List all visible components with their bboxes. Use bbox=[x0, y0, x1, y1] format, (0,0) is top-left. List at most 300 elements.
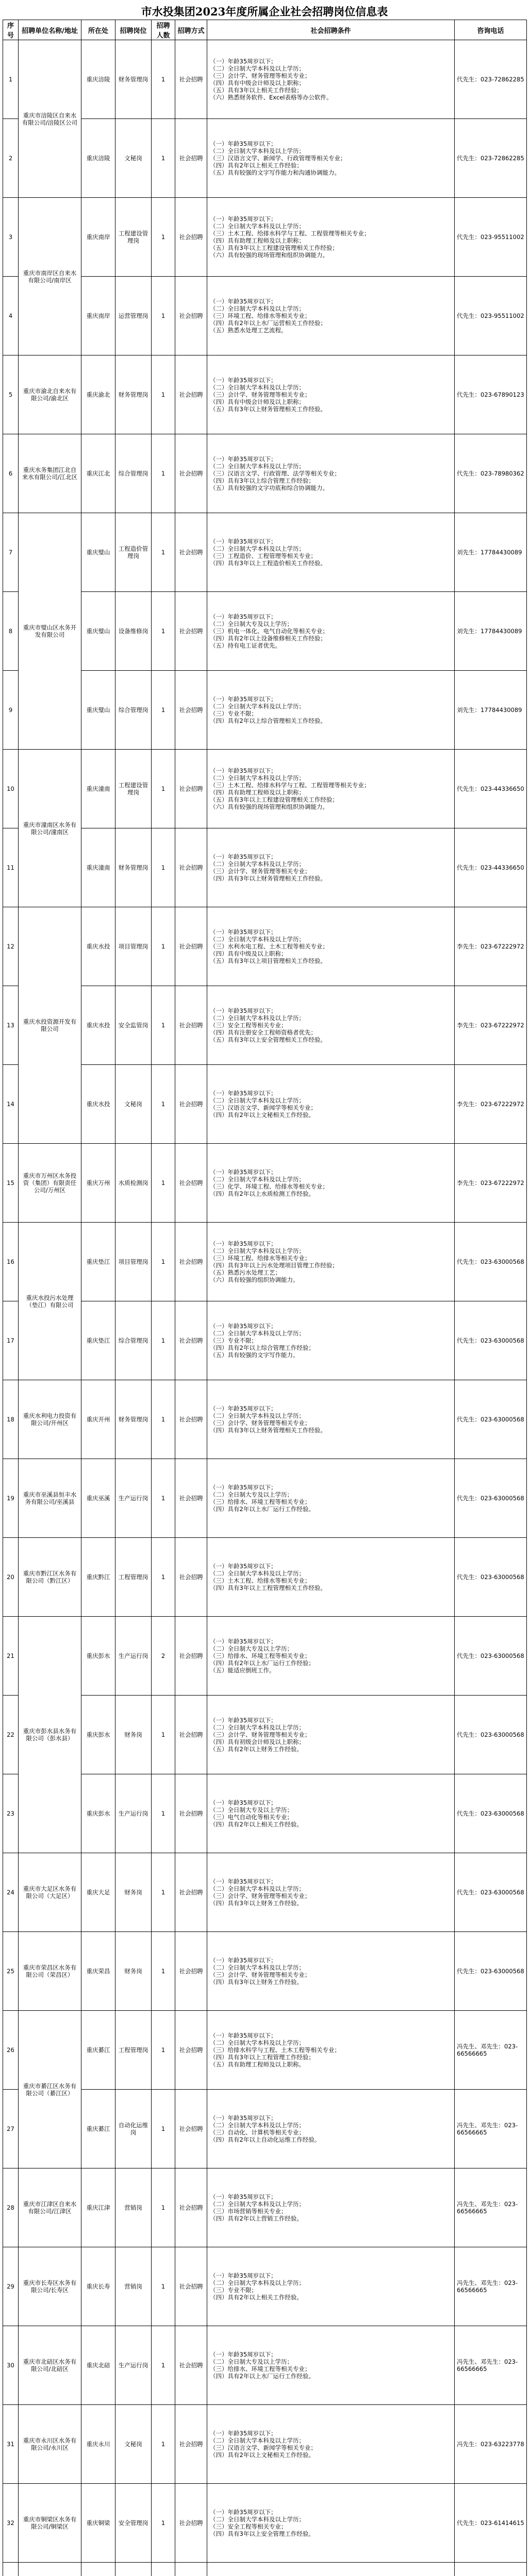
header-method: 招聘方式 bbox=[175, 20, 207, 40]
requirement-line: （一）年龄35周岁以下； bbox=[210, 140, 277, 147]
requirement-line: （一）年龄35周岁以下； bbox=[210, 1957, 277, 1964]
requirement-line: （三）自动化、计算机等相关专业； bbox=[210, 2129, 305, 2136]
method-cell: 社会招聘 bbox=[175, 1538, 207, 1617]
method-cell: 社会招聘 bbox=[175, 1065, 207, 1144]
contact-phone: 代先生：023-63000568 bbox=[455, 1853, 527, 1932]
position-cell: 工程建设管理岗 bbox=[115, 750, 152, 828]
requirement-line: （三）环境工程、给排水等相关专业； bbox=[210, 312, 311, 319]
headcount-cell: 1 bbox=[152, 1223, 175, 1301]
position-cell: 工程管理岗 bbox=[115, 1538, 152, 1617]
table-row bbox=[3, 513, 527, 592]
department-cell: 重庆水投 bbox=[81, 1065, 115, 1144]
requirements-cell bbox=[207, 2405, 455, 2484]
headcount-cell: 1 bbox=[152, 1696, 175, 1774]
position-cell: 运营管理岗 bbox=[115, 277, 152, 355]
requirement-line: （二）全日制大学本科及以上学历； bbox=[210, 2437, 305, 2444]
requirements-cell bbox=[207, 750, 455, 828]
table-row bbox=[3, 119, 527, 198]
department-cell: 重庆铜梁 bbox=[81, 2484, 115, 2563]
requirement-line: （一）年龄35周岁以下； bbox=[210, 1007, 277, 1014]
contact-phone: 李先生：023-67222972 bbox=[455, 907, 527, 986]
header-contact: 咨询电话 bbox=[455, 20, 527, 40]
table-row bbox=[3, 2326, 527, 2405]
recruitment-table bbox=[3, 20, 527, 2576]
requirement-line: （五）具有3年以上财务管理相关工作经验。 bbox=[210, 405, 326, 413]
department-cell: 重庆江北 bbox=[81, 434, 115, 513]
method-cell: 社会招聘 bbox=[175, 2011, 207, 2090]
contact-phone: 冯先生、邓先生：023-66566665 bbox=[455, 2168, 527, 2247]
requirement-line: （四）具有2年以上水质检测工作经验。 bbox=[210, 1190, 314, 1197]
table-row bbox=[3, 907, 527, 986]
requirement-line: （四）具有3年以上工程管理相关工作经验。 bbox=[210, 1584, 326, 1591]
requirement-line: （一）年龄35周岁以下； bbox=[210, 1563, 277, 1570]
department-cell: 重庆长寿 bbox=[81, 2247, 115, 2326]
table-row bbox=[3, 2090, 527, 2168]
table-row bbox=[3, 1538, 527, 1617]
contact-phone: 李先生：023-67222972 bbox=[455, 986, 527, 1065]
requirements-cell bbox=[207, 2326, 455, 2405]
requirement-line: （二）全日制大学本科及以上学历； bbox=[210, 1014, 305, 1022]
table-row bbox=[3, 1932, 527, 2011]
requirement-line: （四）具有3年以上财务工作经验。 bbox=[210, 1900, 303, 1907]
position-cell: 财务管理岗 bbox=[115, 40, 152, 119]
department-cell: 重庆垫江 bbox=[81, 1301, 115, 1380]
department-cell: 重庆彭水 bbox=[81, 1617, 115, 1696]
requirement-line: （二）全日制大学本科及以上学历； bbox=[210, 545, 305, 552]
requirement-line: （五）具有较强的文字写作能力和沟通协调能力。 bbox=[210, 169, 340, 176]
requirement-line: （一）年龄35周岁以下； bbox=[210, 2351, 277, 2358]
headcount-cell: 1 bbox=[152, 907, 175, 986]
method-cell: 社会招聘 bbox=[175, 1380, 207, 1459]
requirement-line: （三）汉语言文学、行政管理、法学等相关专业； bbox=[210, 470, 340, 477]
requirement-line: （一）年龄35周岁以下； bbox=[210, 1090, 277, 1097]
requirements-cell bbox=[207, 277, 455, 355]
requirement-line: （二）全日制大学本科及以上学历； bbox=[210, 147, 305, 155]
requirement-line: （五）具有3年以上工程建设管理相关工作经验； bbox=[210, 796, 338, 803]
requirement-line: （一）年龄35周岁以下； bbox=[210, 1405, 277, 1412]
requirement-line: （四）具有注册安全工程师资格者优先； bbox=[210, 1029, 317, 1036]
table-row bbox=[3, 277, 527, 355]
method-cell: 社会招聘 bbox=[175, 986, 207, 1065]
requirements-cell bbox=[207, 1774, 455, 1853]
row-number: 29 bbox=[3, 2247, 19, 2326]
method-cell: 社会招聘 bbox=[175, 1459, 207, 1538]
headcount-cell: 1 bbox=[152, 1065, 175, 1144]
requirements-cell bbox=[207, 1223, 455, 1301]
table-row bbox=[3, 434, 527, 513]
requirement-line: （二）全日制大学本科及以上学历； bbox=[210, 305, 305, 312]
headcount-cell: 1 bbox=[152, 1144, 175, 1223]
row-number: 11 bbox=[3, 828, 19, 907]
method-cell: 社会招聘 bbox=[175, 1301, 207, 1380]
requirement-line: （二）全日制大学本科及以上学历； bbox=[210, 1724, 305, 1731]
requirement-line: （二）全日制大学本科及以上学历； bbox=[210, 1412, 305, 1419]
requirements-cell bbox=[207, 1538, 455, 1617]
position-cell: 文秘岗 bbox=[115, 1065, 152, 1144]
requirement-line: （一）年龄35周岁以下； bbox=[210, 2430, 277, 2437]
requirement-line: （一）年龄35周岁以下； bbox=[210, 1717, 277, 1724]
requirements-cell bbox=[207, 119, 455, 198]
position-cell: 生产运行岗 bbox=[115, 1774, 152, 1853]
table-row bbox=[3, 1380, 527, 1459]
requirement-line: （三）环境工程、给排水等相关专业； bbox=[210, 1255, 311, 1262]
company-name: 重庆水投资源开发有限公司 bbox=[19, 907, 81, 1144]
requirement-line: （六）具有较强的现场管理和组织协调能力。 bbox=[210, 803, 328, 810]
row-number: 16 bbox=[3, 1223, 19, 1301]
requirements-cell bbox=[207, 1853, 455, 1932]
requirement-line: （二）全日制大学本科及以上学历； bbox=[210, 2516, 305, 2523]
requirement-line: （五）熟悉污水处理工艺； bbox=[210, 1269, 281, 1276]
requirement-line: （四）具有2年以上相关工作经验。 bbox=[210, 2294, 303, 2301]
department-cell: 重庆万州 bbox=[81, 1144, 115, 1223]
company-name: 重庆市潼南区水务有限公司/潼南区 bbox=[19, 750, 81, 907]
requirement-line: （三）会计学、财务管理等相关专业； bbox=[210, 72, 311, 79]
requirement-line: （四）具有2年以上水厂运行工作经验； bbox=[210, 1659, 314, 1667]
requirements-cell bbox=[207, 40, 455, 119]
department-cell: 重庆开州 bbox=[81, 1380, 115, 1459]
department-cell: 重庆江津 bbox=[81, 2168, 115, 2247]
row-number: 31 bbox=[3, 2405, 19, 2484]
headcount-cell: 1 bbox=[152, 198, 175, 277]
row-number: 1 bbox=[3, 40, 19, 119]
headcount-cell: 1 bbox=[152, 2168, 175, 2247]
requirement-line: （四）具有3年以上综合管理工作经验； bbox=[210, 477, 314, 484]
requirement-line: （二）全日制大学本科及以上学历； bbox=[210, 936, 305, 943]
department-cell: 重庆巫溪 bbox=[81, 1459, 115, 1538]
requirement-line: （一）年龄35周岁以下； bbox=[210, 58, 277, 65]
row-number: 7 bbox=[3, 513, 19, 592]
contact-phone: 冯先生、邓先生：023-66566665 bbox=[455, 2247, 527, 2326]
department-cell: 重庆綦江 bbox=[81, 2090, 115, 2168]
contact-phone: 刘先生：17784430089 bbox=[455, 592, 527, 671]
contact-phone: 李先生：023-67222972 bbox=[455, 1065, 527, 1144]
requirement-line: （二）全日制大学本科及以上学历； bbox=[210, 65, 305, 72]
position-cell: 财务管理岗 bbox=[115, 1380, 152, 1459]
position-cell: 工程造价管理岗 bbox=[115, 513, 152, 592]
requirements-cell bbox=[207, 2247, 455, 2326]
requirement-line: （二）全日制大专及以上学历； bbox=[210, 1491, 293, 1498]
method-cell: 社会招聘 bbox=[175, 1223, 207, 1301]
position-cell: 自动化运维岗 bbox=[115, 2090, 152, 2168]
requirements-cell bbox=[207, 986, 455, 1065]
department-cell: 重庆涪陵 bbox=[81, 40, 115, 119]
headcount-cell: 1 bbox=[152, 1853, 175, 1932]
requirements-cell bbox=[207, 2168, 455, 2247]
row-number bbox=[3, 2563, 19, 2576]
requirement-line: （四）具有2年以上自动化运维工作经验。 bbox=[210, 2136, 321, 2143]
department-cell: 重庆垫江 bbox=[81, 1223, 115, 1301]
requirement-line: （三）给排水、环境工程等相关专业； bbox=[210, 2365, 311, 2372]
requirements-cell bbox=[207, 1301, 455, 1380]
table-row bbox=[3, 986, 527, 1065]
requirement-line: （四）具有3年以上财务管理相关工作经验。 bbox=[210, 1427, 326, 1434]
requirements-cell bbox=[207, 1617, 455, 1696]
requirement-line: （一）年龄35周岁以下； bbox=[210, 2272, 277, 2279]
contact-phone: 代先生：023-95511002 bbox=[455, 277, 527, 355]
headcount-cell: 1 bbox=[152, 434, 175, 513]
headcount-cell: 1 bbox=[152, 986, 175, 1065]
department-cell: 重庆璧山 bbox=[81, 592, 115, 671]
requirement-line: （四）具有中级及以上职称； bbox=[210, 950, 287, 957]
requirement-line: （三）安全工程等相关专业； bbox=[210, 1022, 287, 1029]
requirement-line: （三）汉语言文学、新闻学等相关专业； bbox=[210, 2444, 317, 2451]
requirements-cell bbox=[207, 2563, 455, 2576]
requirement-line: （六）熟悉财务软件、Excel表格等办公软件。 bbox=[210, 94, 333, 101]
contact-phone: 代先生：023-63000568 bbox=[455, 1538, 527, 1617]
requirement-line: （二）全日制大专及以上学历； bbox=[210, 620, 293, 628]
contact-phone: 代先生：023-95511002 bbox=[455, 198, 527, 277]
header-no: 序号 bbox=[3, 20, 19, 40]
requirement-line: （一）年龄35周岁以下； bbox=[210, 215, 277, 223]
headcount-cell: 1 bbox=[152, 1932, 175, 2011]
contact-phone: 代先生：023-78980362 bbox=[455, 434, 527, 513]
requirements-cell bbox=[207, 1932, 455, 2011]
requirement-line: （三）给排水、环境工程等相关专业； bbox=[210, 1652, 311, 1659]
contact-phone: 李先生：023-67222972 bbox=[455, 1144, 527, 1223]
position-cell: 设备维修岗 bbox=[115, 592, 152, 671]
header-requirements: 社会招聘条件 bbox=[207, 20, 455, 40]
requirement-line: （二）全日制大学本科及以上学历； bbox=[210, 774, 305, 782]
requirement-line: （一）年龄35周岁以下； bbox=[210, 853, 277, 860]
requirement-line: （三）水利水电工程、土木工程等相关专业； bbox=[210, 943, 328, 950]
requirement-line: （四）具有2年以上相关工作经验。 bbox=[210, 1821, 303, 1828]
requirement-line: （四）具有2年以上综合管理相关工作经验。 bbox=[210, 717, 326, 724]
requirement-line: （四）具有3年以上污水处理项目管理工作经验； bbox=[210, 1262, 338, 1269]
method-cell: 社会招聘 bbox=[175, 434, 207, 513]
contact-phone: 代先生：023-63000568 bbox=[455, 1774, 527, 1853]
requirement-line: （四）具有2年以上设备维修相关工作经验； bbox=[210, 635, 326, 642]
requirement-line: （二）全日制大学本科及以上学历； bbox=[210, 1330, 305, 1337]
requirement-line: （三）市场营销等相关专业； bbox=[210, 2208, 287, 2215]
method-cell: 社会招聘 bbox=[175, 2405, 207, 2484]
headcount-cell: 2 bbox=[152, 1617, 175, 1696]
headcount-cell: 1 bbox=[152, 1301, 175, 1380]
row-number: 12 bbox=[3, 907, 19, 986]
row-number: 6 bbox=[3, 434, 19, 513]
department-cell: 重庆璧山 bbox=[81, 671, 115, 750]
headcount-cell: 1 bbox=[152, 119, 175, 198]
contact-phone: 冯先生、邓先生：023-66566665 bbox=[455, 2011, 527, 2090]
requirement-line: （四）具有3年以上工程管理工作经验； bbox=[210, 2054, 314, 2061]
method-cell: 社会招聘 bbox=[175, 2484, 207, 2563]
method-cell: 社会招聘 bbox=[175, 2168, 207, 2247]
requirements-cell bbox=[207, 2011, 455, 2090]
requirement-line: （一）年龄35周岁以下； bbox=[210, 1638, 277, 1645]
row-number: 23 bbox=[3, 1774, 19, 1853]
row-number: 30 bbox=[3, 2326, 19, 2405]
method-cell: 社会招聘 bbox=[175, 1853, 207, 1932]
company-name: 重庆市巫溪县恒丰水务有限公司/巫溪县 bbox=[19, 1459, 81, 1538]
headcount-cell: 1 bbox=[152, 1538, 175, 1617]
document-title: 市水投集团2023年度所属企业社会招聘岗位信息表 bbox=[141, 5, 388, 18]
table-row bbox=[3, 1459, 527, 1538]
table-row bbox=[3, 198, 527, 277]
method-cell: 社会招聘 bbox=[175, 592, 207, 671]
requirement-line: （三）给排水科学与工程、土木工程等相关专业； bbox=[210, 2046, 340, 2054]
table-row bbox=[3, 1301, 527, 1380]
header-dept: 所在处 bbox=[81, 20, 115, 40]
requirement-line: （一）年龄35周岁以下； bbox=[210, 2114, 277, 2122]
department-cell: 重庆荣昌 bbox=[81, 1932, 115, 2011]
headcount-cell: 1 bbox=[152, 2484, 175, 2563]
requirements-cell bbox=[207, 1459, 455, 1538]
table-row bbox=[3, 2484, 527, 2563]
requirement-line: （三）汉语言文学、新闻学、行政管理等相关专业； bbox=[210, 155, 346, 162]
department-cell: 重庆渝北 bbox=[81, 355, 115, 434]
requirement-line: （一）年龄35周岁以下； bbox=[210, 613, 277, 620]
contact-phone: 代先生：023-72862285 bbox=[455, 40, 527, 119]
requirement-line: （二）全日制大专及以上学历； bbox=[210, 1806, 293, 1814]
department-cell: 重庆北碚 bbox=[81, 2326, 115, 2405]
table-row bbox=[3, 2563, 527, 2576]
headcount-cell: 1 bbox=[152, 40, 175, 119]
requirement-line: （四）具有2年以上水厂运营相关工作经验； bbox=[210, 319, 326, 327]
method-cell: 社会招聘 bbox=[175, 828, 207, 907]
table-body bbox=[3, 40, 527, 2576]
contact-phone: 代先生：023-63000568 bbox=[455, 1617, 527, 1696]
requirement-line: （三）汉语言文学、新闻学等相关专业； bbox=[210, 1104, 317, 1111]
requirement-line: （二）全日制大学本科及以上学历； bbox=[210, 1885, 305, 1892]
requirement-line: （四）具有3年以上工程造价相关工作经验。 bbox=[210, 560, 326, 567]
requirement-line: （一）年龄35周岁以下； bbox=[210, 696, 277, 703]
method-cell: 社会招聘 bbox=[175, 1774, 207, 1853]
requirements-cell bbox=[207, 1144, 455, 1223]
contact-phone: 代先生：023-44336650 bbox=[455, 750, 527, 828]
contact-phone: 冯先生、邓先生：023-66566665 bbox=[455, 2326, 527, 2405]
position-cell: 工程建设管理岗 bbox=[115, 198, 152, 277]
department-cell: 重庆黔江 bbox=[81, 1538, 115, 1617]
table-row bbox=[3, 750, 527, 828]
contact-phone: 代先生：023-63000568 bbox=[455, 1459, 527, 1538]
company-name: 重庆市长寿区水务有限公司/长寿区 bbox=[19, 2247, 81, 2326]
department-cell: 重庆大足 bbox=[81, 1853, 115, 1932]
position-cell: 生产运行岗 bbox=[115, 1617, 152, 1696]
contact-phone: 代先生：023-63000568 bbox=[455, 1301, 527, 1380]
row-number: 25 bbox=[3, 1932, 19, 2011]
requirements-cell bbox=[207, 907, 455, 986]
requirement-line: （五）具有3年以上工程建设管理相关工作经验； bbox=[210, 244, 338, 251]
requirement-line: （五）具有3年以上安全管理相关工作经验。 bbox=[210, 1036, 326, 1043]
requirement-line: （一）年龄35周岁以下； bbox=[210, 1878, 277, 1885]
company-name: 重庆市江津区自来水有限公司/江津区 bbox=[19, 2168, 81, 2247]
requirement-line: （五）具有2年以上财务工作经验。 bbox=[210, 1745, 303, 1753]
requirement-line: （三）会计学、财务管理等相关专业； bbox=[210, 868, 311, 875]
requirement-line: （三）电气自动化等相关专业； bbox=[210, 1814, 293, 1821]
table-row bbox=[3, 1696, 527, 1774]
method-cell: 社会招聘 bbox=[175, 355, 207, 434]
contact-phone: 代先生：023-63000568 bbox=[455, 1380, 527, 1459]
requirements-cell bbox=[207, 671, 455, 750]
table-row bbox=[3, 592, 527, 671]
department-cell: 重庆水投 bbox=[81, 986, 115, 1065]
requirement-line: （一）年龄35周岁以下； bbox=[210, 2509, 277, 2516]
requirement-line: （五）熟悉水处理工艺流程。 bbox=[210, 327, 287, 334]
contact-phone: 冯先生：023-63223778 bbox=[455, 2405, 527, 2484]
headcount-cell: 1 bbox=[152, 2090, 175, 2168]
headcount-cell: 1 bbox=[152, 1774, 175, 1853]
requirements-cell bbox=[207, 1696, 455, 1774]
company-name: 重庆水利电力投资有限公司/开州区 bbox=[19, 1380, 81, 1459]
requirement-line: （三）会计学、财务管理等相关专业； bbox=[210, 391, 311, 398]
requirement-line: （三）土木工程、给排水科学与工程、工程管理等相关专业； bbox=[210, 230, 370, 237]
department-cell: 重庆南岸 bbox=[81, 198, 115, 277]
row-number: 21 bbox=[3, 1617, 19, 1696]
requirement-line: （一）年龄35周岁以下； bbox=[210, 1240, 277, 1247]
requirement-line: （一）年龄35周岁以下； bbox=[210, 2032, 277, 2039]
row-number: 2 bbox=[3, 119, 19, 198]
contact-phone: 代先生：023-61414615 bbox=[455, 2484, 527, 2563]
method-cell: 社会招聘 bbox=[175, 2247, 207, 2326]
requirement-line: （一）年龄35周岁以下； bbox=[210, 1168, 277, 1176]
position-cell: 财务岗 bbox=[115, 1853, 152, 1932]
headcount-cell: 1 bbox=[152, 2247, 175, 2326]
requirement-line: （四）具有2年以上文秘相关工作经验。 bbox=[210, 1111, 314, 1118]
contact-phone: 冯先生、邓先生：023-66566665 bbox=[455, 2090, 527, 2168]
headcount-cell: 1 bbox=[152, 750, 175, 828]
method-cell: 社会招聘 bbox=[175, 2326, 207, 2405]
position-cell: 文秘岗 bbox=[115, 2405, 152, 2484]
requirement-line: （五）能适应倒班工作。 bbox=[210, 1667, 275, 1674]
requirement-line: （五）具有3年以上相关工作经验； bbox=[210, 87, 303, 94]
requirement-line: （二）全日制大学本科及以上学历； bbox=[210, 2200, 305, 2208]
headcount-cell: 1 bbox=[152, 828, 175, 907]
table-row bbox=[3, 1223, 527, 1301]
requirement-line: （四）具有助理工程师及以上职称； bbox=[210, 237, 305, 244]
table-row bbox=[3, 1144, 527, 1223]
company-name: 重庆市万州区水务投资（集团）有限责任公司/万州区 bbox=[19, 1144, 81, 1223]
position-cell: 财务管理岗 bbox=[115, 355, 152, 434]
requirement-line: （一）年龄35周岁以下； bbox=[210, 298, 277, 305]
position-cell: 水质检测岗 bbox=[115, 1144, 152, 1223]
requirement-line: （四）具有2年以上综合管理工作经验； bbox=[210, 1344, 314, 1351]
company-name: 重庆市涪陵区自来水有限公司/涪陵区公司 bbox=[19, 40, 81, 198]
header-count: 招聘人数 bbox=[152, 20, 175, 40]
department-cell bbox=[81, 2563, 115, 2576]
requirement-line: （四）具有3年以上财务工作经验。 bbox=[210, 1978, 303, 1986]
requirement-line: （三）专业不限； bbox=[210, 2286, 257, 2294]
department-cell: 重庆南岸 bbox=[81, 277, 115, 355]
requirements-cell bbox=[207, 434, 455, 513]
contact-phone: 代先生：023-63000568 bbox=[455, 1696, 527, 1774]
requirements-cell bbox=[207, 513, 455, 592]
requirement-line: （二）全日制大学本科及以上学历； bbox=[210, 1964, 305, 1971]
row-number: 19 bbox=[3, 1459, 19, 1538]
method-cell: 社会招聘 bbox=[175, 1696, 207, 1774]
requirement-line: （三）土木工程、给排水等相关专业； bbox=[210, 1577, 311, 1584]
requirement-line: （一）年龄35周岁以下； bbox=[210, 767, 277, 774]
company-name bbox=[19, 2563, 81, 2576]
requirements-cell bbox=[207, 828, 455, 907]
contact-phone: 刘先生：17784430089 bbox=[455, 671, 527, 750]
table-row bbox=[3, 1774, 527, 1853]
department-cell: 重庆彭水 bbox=[81, 1696, 115, 1774]
row-number: 8 bbox=[3, 592, 19, 671]
requirement-line: （二）全日制大专及以上学历； bbox=[210, 1645, 293, 1652]
position-cell: 营销岗 bbox=[115, 2168, 152, 2247]
method-cell: 社会招聘 bbox=[175, 671, 207, 750]
requirement-line: （五）具有较强的文字功底和综合协调能力。 bbox=[210, 484, 328, 492]
headcount-cell: 1 bbox=[152, 513, 175, 592]
row-number: 9 bbox=[3, 671, 19, 750]
requirements-cell bbox=[207, 1065, 455, 1144]
document-page bbox=[3, 4, 526, 2576]
requirement-line: （五）持有电工证者优先。 bbox=[210, 642, 281, 649]
requirement-line: （四）具有2年以上相关工作经验； bbox=[210, 162, 303, 169]
requirement-line: （二）全日制大学本科及以上学历； bbox=[210, 860, 305, 868]
position-cell: 营销岗 bbox=[115, 2247, 152, 2326]
method-cell: 社会招聘 bbox=[175, 119, 207, 198]
method-cell: 社会招聘 bbox=[175, 513, 207, 592]
